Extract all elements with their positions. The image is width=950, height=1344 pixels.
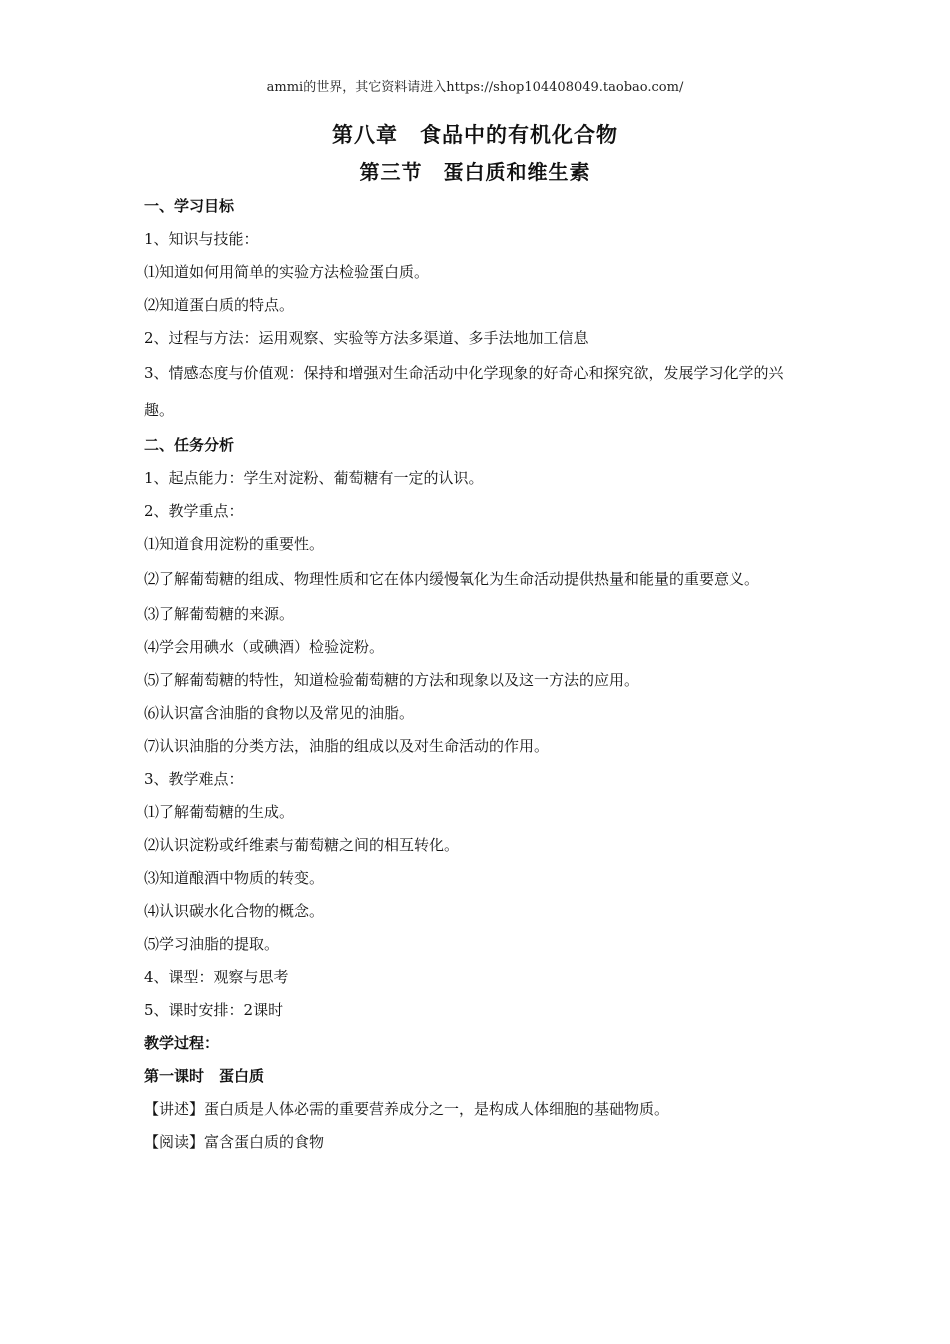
paragraph-line: ⑵了解葡萄糖的组成、物理性质和它在体内缓慢氧化为生命活动提供热量和能量的重要意义。 <box>144 570 760 588</box>
paragraph-line: ⑷认识碳水化合物的概念。 <box>144 902 325 920</box>
paragraph-line: ⑴知道食用淀粉的重要性。 <box>144 535 325 553</box>
paragraph-line: ⑷学会用碘水（或碘酒）检验淀粉。 <box>144 638 385 656</box>
chapter-title: 第八章 食品中的有机化合物 <box>332 123 618 147</box>
paragraph-line: 2、教学重点： <box>144 502 244 520</box>
paragraph-line: ⑶知道酿酒中物质的转变。 <box>144 869 325 887</box>
paragraph-line: 3、情感态度与价值观：保持和增强对生命活动中化学现象的好奇心和探究欲，发展学习化学的兴趣。 <box>144 364 784 419</box>
paragraph-line: ⑵知道蛋白质的特点。 <box>144 296 295 314</box>
paragraph-line: 【讲述】蛋白质是人体必需的重要营养成分之一，是构成人体细胞的基础物质。 <box>144 1100 670 1118</box>
page-header: ammi的世界，其它资料请进入https://shop104408049.taobao.com/ <box>266 80 684 95</box>
paragraph-line: 4、课型：观察与思考 <box>144 968 289 986</box>
section-heading: 教学过程： <box>144 1034 220 1052</box>
paragraph-line: ⑸学习油脂的提取。 <box>144 935 280 953</box>
section-title: 第三节 蛋白质和维生素 <box>359 160 591 184</box>
paragraph-line: 1、知识与技能： <box>144 230 259 248</box>
paragraph-line: 2、过程与方法：运用观察、实验等方法多渠道、多手法地加工信息 <box>144 329 589 347</box>
section-heading: 第一课时 蛋白质 <box>144 1067 265 1085</box>
paragraph-line: ⑴知道如何用简单的实验方法检验蛋白质。 <box>144 263 430 281</box>
paragraph-line: ⑵认识淀粉或纤维素与葡萄糖之间的相互转化。 <box>144 836 460 854</box>
paragraph-line: 5、课时安排：2课时 <box>144 1001 284 1019</box>
document-body <box>144 190 812 1159</box>
paragraph-line: 1、起点能力：学生对淀粉、葡萄糖有一定的认识。 <box>144 469 484 487</box>
paragraph-line: ⑸了解葡萄糖的特性，知道检验葡萄糖的方法和现象以及这一方法的应用。 <box>144 671 640 689</box>
paragraph-line: ⑺认识油脂的分类方法，油脂的组成以及对生命活动的作用。 <box>144 737 550 755</box>
paragraph-line: 【阅读】富含蛋白质的食物 <box>144 1133 325 1151</box>
section-heading: 二、任务分析 <box>144 436 235 454</box>
section-heading: 一、学习目标 <box>144 197 235 215</box>
paragraph-line: ⑶了解葡萄糖的来源。 <box>144 605 295 623</box>
paragraph-line: ⑴了解葡萄糖的生成。 <box>144 803 295 821</box>
paragraph-line: ⑹认识富含油脂的食物以及常见的油脂。 <box>144 704 415 722</box>
paragraph-line: 3、教学难点： <box>144 770 244 788</box>
